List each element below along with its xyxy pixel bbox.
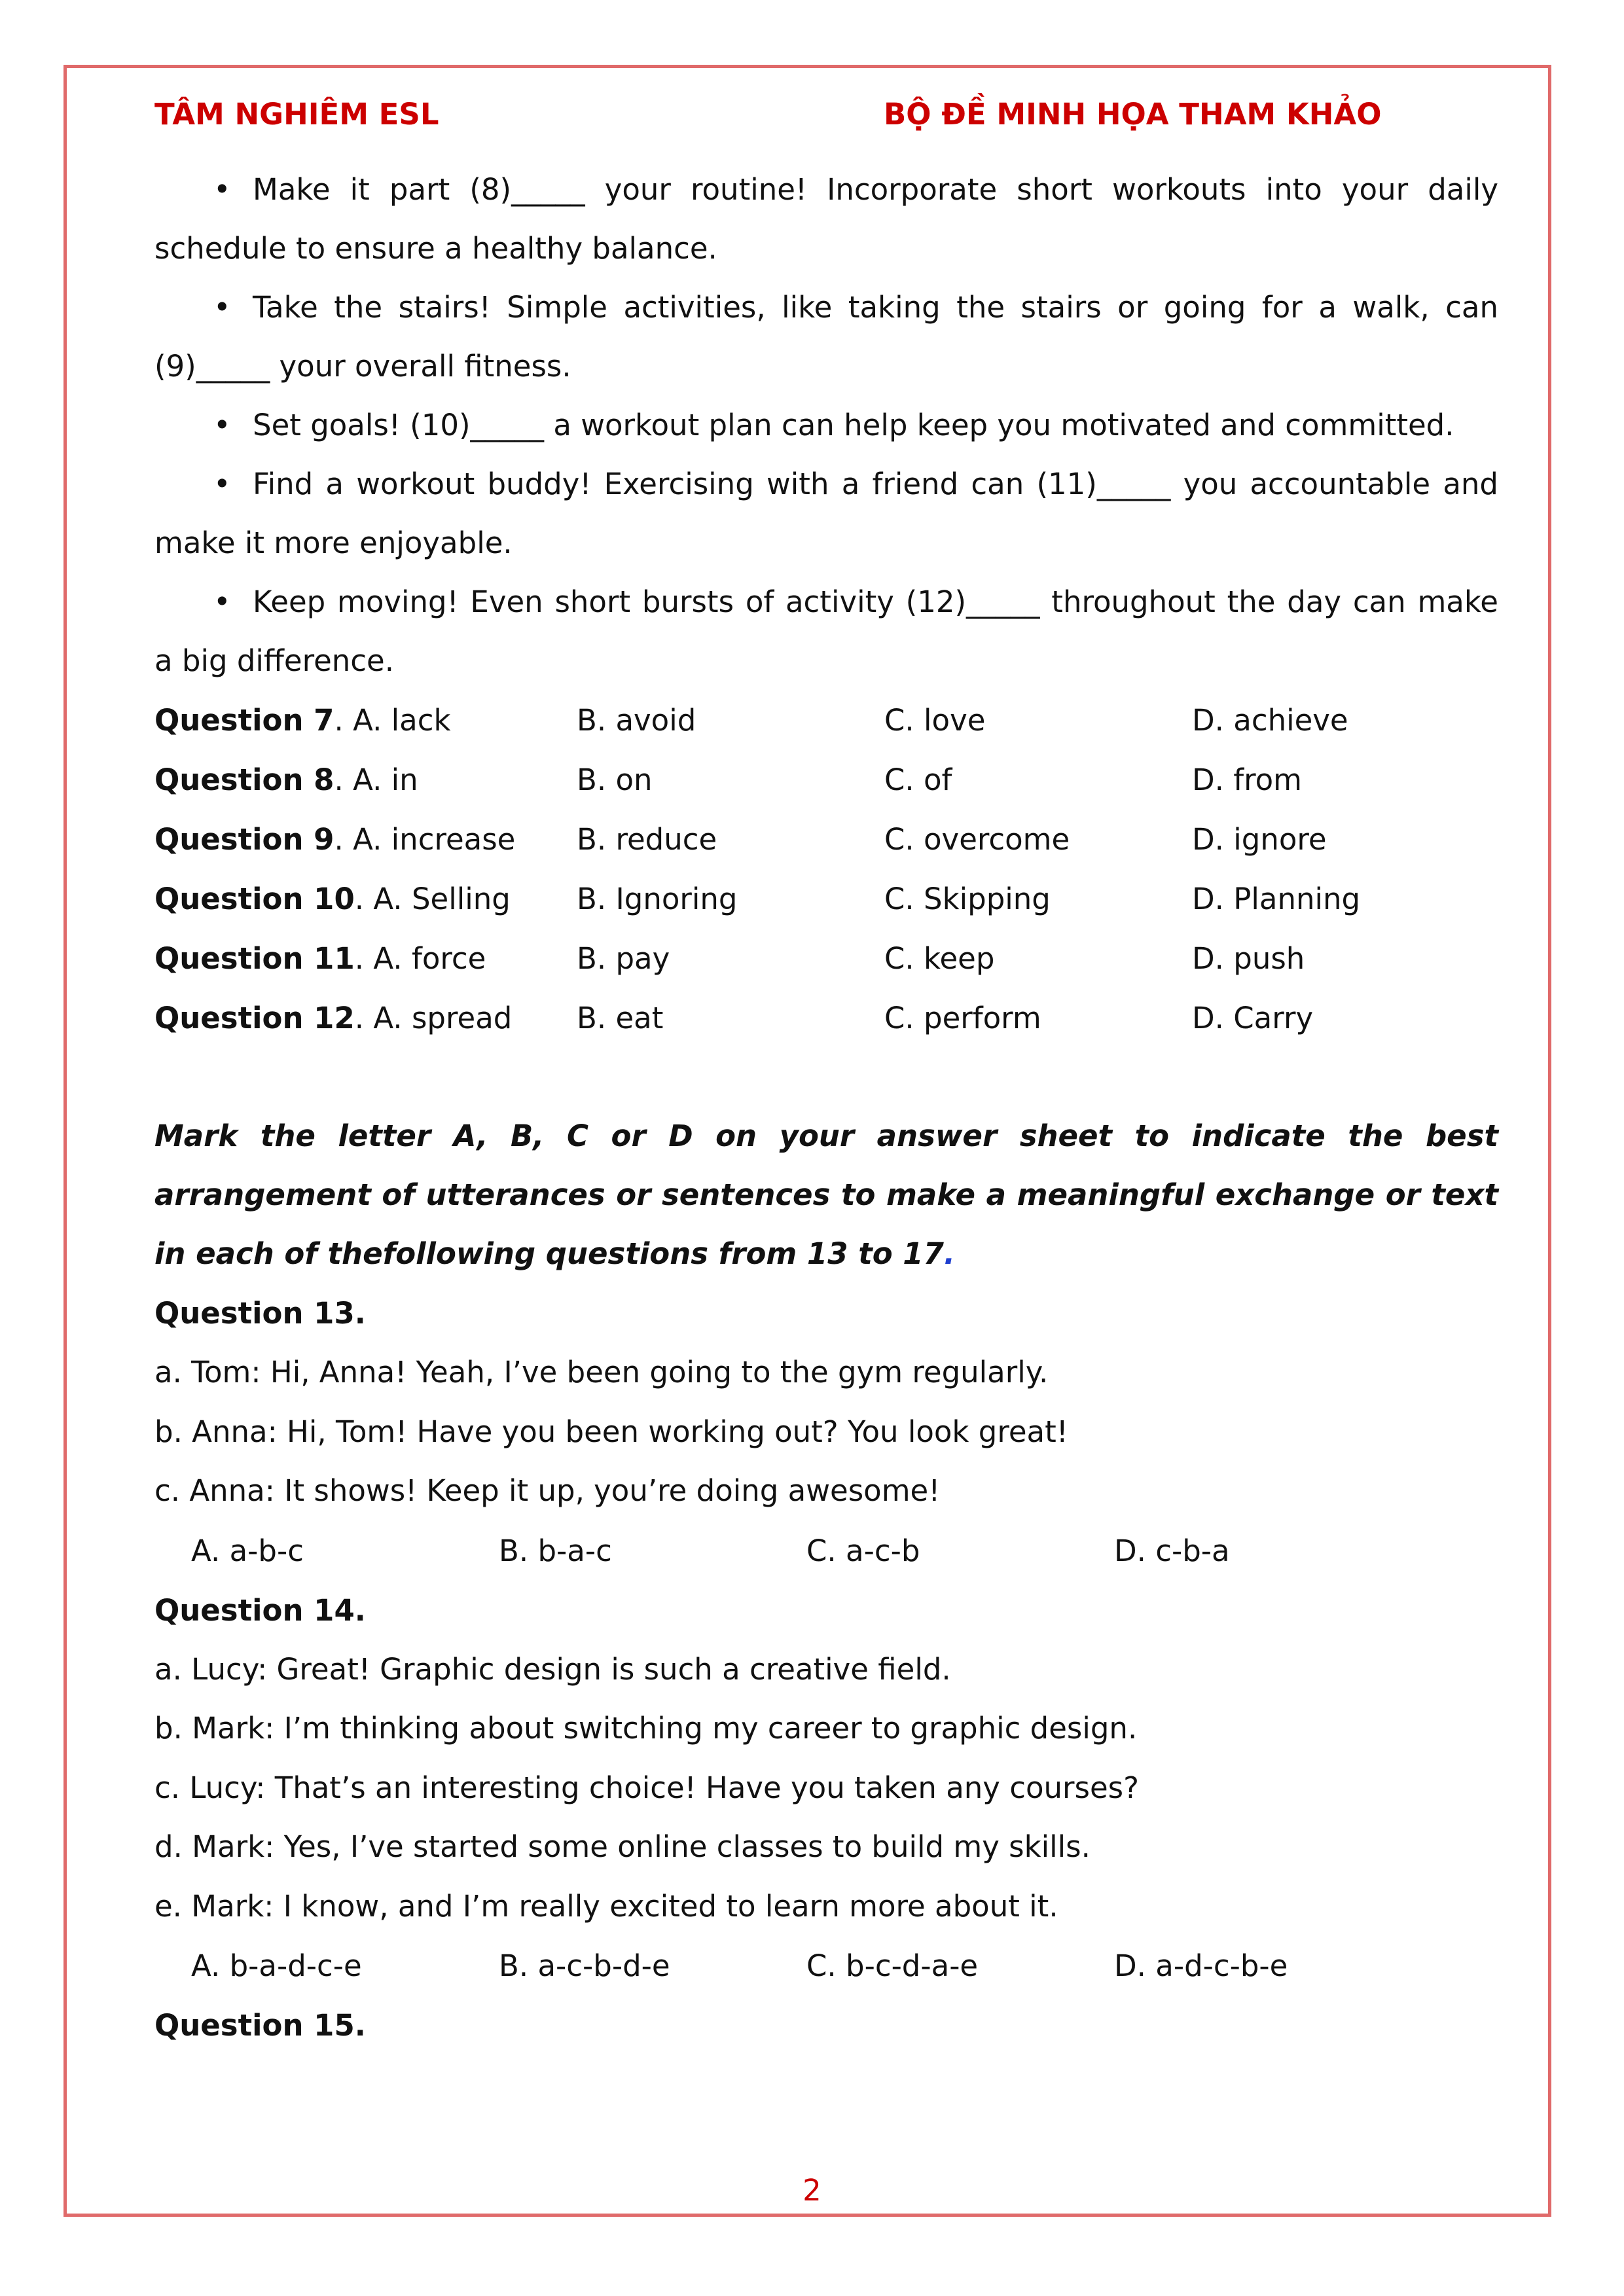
question-label: Question 12 (154, 1001, 355, 1035)
bullet-item: • Set goals! (10)_____ a workout plan can help keep you motivated and committed. (154, 396, 1498, 455)
bullet-item: • Take the stairs! Simple activities, like taking the stairs or going for a walk, can (9)_____ your overall fitness. (154, 278, 1498, 396)
dialogue-line: d. Mark: Yes, I’ve started some online classes to build my skills. (154, 1829, 1091, 1864)
page-number: 2 (803, 2173, 821, 2208)
answer-option-b: B. a-c-b-d-e (499, 1948, 670, 1983)
bullet-dot-icon: • (213, 584, 231, 619)
option-c: C. overcome (884, 822, 1070, 857)
option-b: B. pay (577, 941, 670, 976)
question-row (154, 929, 1498, 988)
question-15-title: Question 15. (154, 2008, 366, 2043)
dialogue-line: a. Tom: Hi, Anna! Yeah, I’ve been going to the gym regularly. (154, 1355, 1049, 1390)
option-b: B. Ignoring (577, 882, 738, 916)
question-row (154, 810, 1498, 869)
option-c: C. love (884, 703, 986, 738)
bullet-item: • Find a workout buddy! Exercising with a friend can (11)_____ you accountable and make it more enjoyable. (154, 455, 1498, 573)
option-d: D. achieve (1192, 703, 1348, 738)
question-row (154, 691, 1498, 750)
answer-options (154, 1936, 1498, 1996)
bullet-item: • Make it part (8)_____ your routine! Incorporate short workouts into your daily schedule to ensure a healthy balance. (154, 160, 1498, 278)
bullet-dot-icon: • (213, 467, 231, 501)
option-a: . A. increase (334, 822, 516, 857)
option-b: B. avoid (577, 703, 696, 738)
dialogue-line: b. Anna: Hi, Tom! Have you been working out? You look great! (154, 1414, 1068, 1449)
option-c: C. perform (884, 1001, 1041, 1035)
instruction-period: . (943, 1236, 956, 1271)
answer-option-c: C. a-c-b (806, 1533, 920, 1568)
answer-option-c: C. b-c-d-a-e (806, 1948, 979, 1983)
dialogue-line: a. Lucy: Great! Graphic design is such a creative field. (154, 1651, 951, 1687)
option-d: D. Planning (1192, 882, 1361, 916)
dialogue-line: b. Mark: I’m thinking about switching my career to graphic design. (154, 1711, 1138, 1746)
bullet-dot-icon: • (213, 408, 231, 442)
option-a: . A. lack (334, 703, 451, 738)
header-right: BỘ ĐỀ MINH HỌA THAM KHẢO (884, 97, 1382, 132)
answer-option-a: A. b-a-d-c-e (191, 1948, 362, 1983)
dialogue-line: e. Mark: I know, and I’m really excited to learn more about it. (154, 1888, 1058, 1924)
option-a: . A. spread (354, 1001, 513, 1035)
option-c: C. of (884, 762, 952, 797)
question-row (154, 750, 1498, 810)
question-label: Question 10 (154, 882, 355, 916)
option-b: B. on (577, 762, 653, 797)
page-content (154, 160, 1498, 2055)
option-c: C. keep (884, 941, 995, 976)
dialogue-line: c. Anna: It shows! Keep it up, you’re doing awesome! (154, 1473, 941, 1508)
bullet-dot-icon: • (213, 172, 231, 207)
option-c: C. Skipping (884, 882, 1051, 916)
bullet-dot-icon: • (213, 290, 231, 325)
bullet-item: • Keep moving! Even short bursts of activity (12)_____ throughout the day can make a big difference. (154, 573, 1498, 691)
dialogue-line: c. Lucy: That’s an interesting choice! Have you taken any courses? (154, 1770, 1139, 1805)
option-a: . A. force (354, 941, 486, 976)
answer-option-b: B. b-a-c (499, 1533, 612, 1568)
option-b: B. eat (577, 1001, 664, 1035)
answer-option-d: D. a-d-c-b-e (1114, 1948, 1288, 1983)
question-label: Question 11 (154, 941, 355, 976)
option-d: D. Carry (1192, 1001, 1314, 1035)
question-label: Question 7 (154, 703, 334, 738)
header-left: TÂM NGHIÊM ESL (154, 97, 439, 132)
option-d: D. from (1192, 762, 1302, 797)
question-13-title: Question 13. (154, 1296, 366, 1331)
answer-option-d: D. c-b-a (1114, 1533, 1230, 1568)
question-row (154, 988, 1498, 1048)
question-label: Question 8 (154, 762, 334, 797)
question-14-title: Question 14. (154, 1592, 366, 1628)
option-d: D. push (1192, 941, 1305, 976)
question-row (154, 869, 1498, 929)
section-instruction: Mark the letter A, B, C or D on your answer sheet to indicate the best arrangement of utterances or sentences to make a meaningful exchange or text in each of thefollowing questions from 13 to 17. (154, 1119, 1498, 1271)
option-a: . A. in (334, 762, 418, 797)
answer-option-a: A. a-b-c (191, 1533, 304, 1568)
option-a: . A. Selling (354, 882, 511, 916)
answer-options (154, 1521, 1498, 1581)
option-d: D. ignore (1192, 822, 1327, 857)
question-label: Question 9 (154, 822, 334, 857)
option-b: B. reduce (577, 822, 717, 857)
